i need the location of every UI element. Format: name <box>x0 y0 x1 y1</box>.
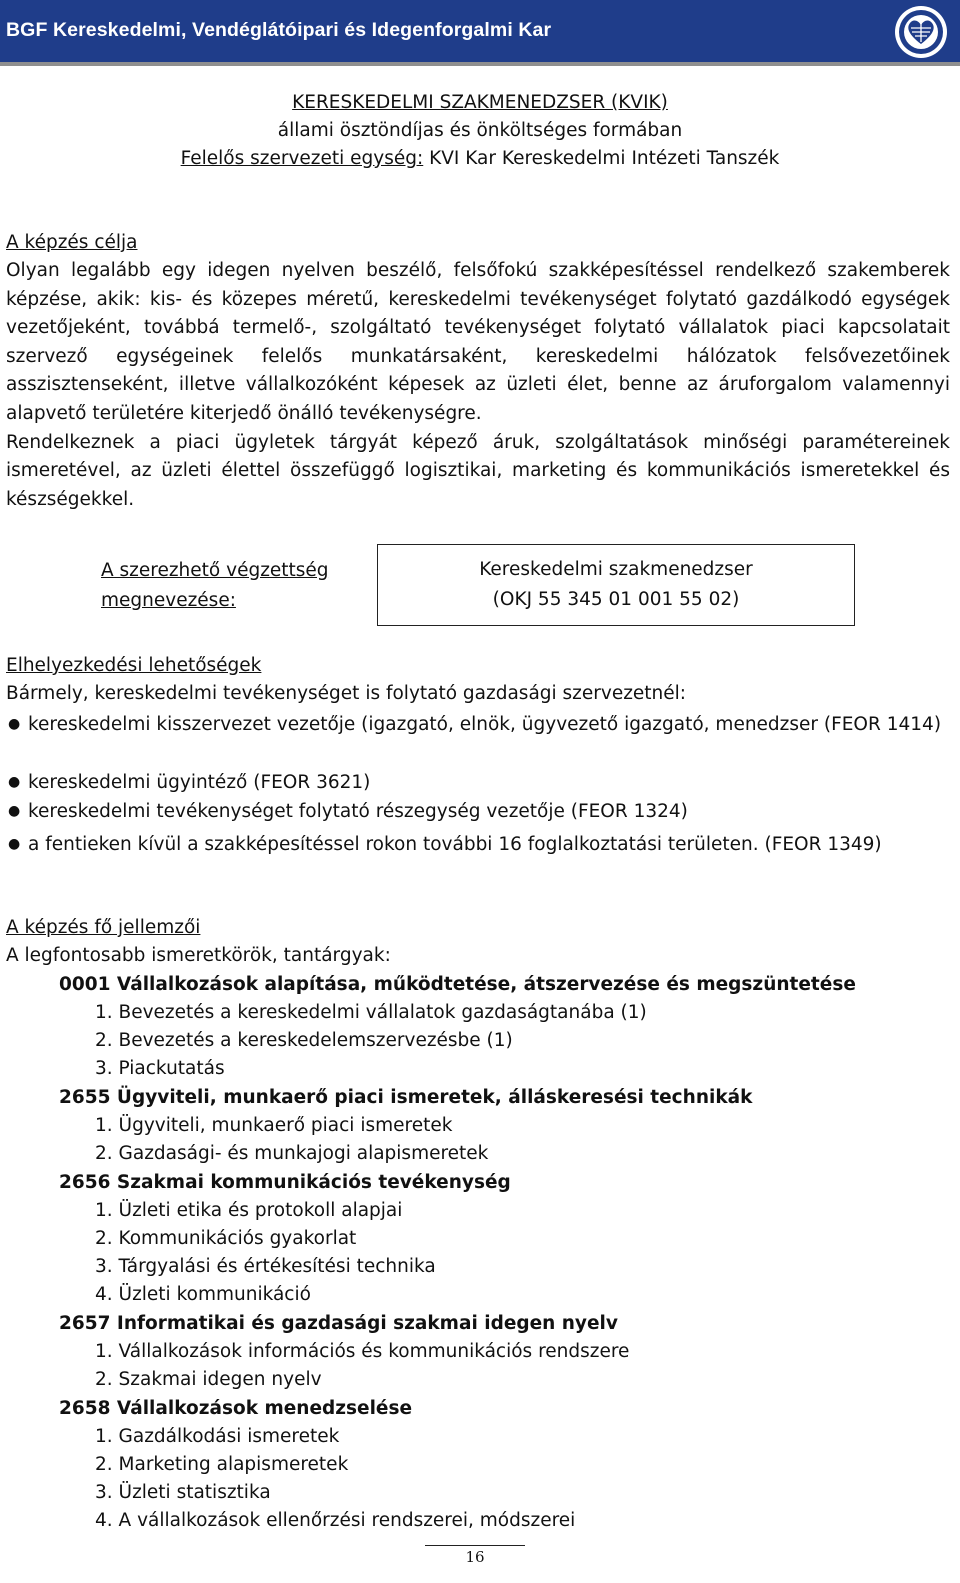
page-header <box>0 0 960 62</box>
qualification-label-line: megnevezése: <box>101 590 236 611</box>
module-title: 0001 Vállalkozások alapítása, működtetése, átszervezése és megszüntetése <box>59 974 856 995</box>
faculty-title: BGF Kereskedelmi, Vendéglátóipari és Idegenforgalmi Kar <box>6 19 552 41</box>
placement-item: kereskedelmi kisszervezet vezetője (igazgató, elnök, ügyvezető igazgató, menedzser (FEOR 1414) <box>28 714 942 735</box>
module-title: 2657 Informatikai és gazdasági szakmai idegen nyelv <box>59 1313 618 1334</box>
features-heading: A képzés fő jellemzői <box>6 917 201 938</box>
placement-item: kereskedelmi ügyintéző (FEOR 3621) <box>28 772 371 793</box>
module-title: 2656 Szakmai kommunikációs tevékenység <box>59 1172 511 1193</box>
placement-item: a fentieken kívül a szakképesítéssel rokon további 16 foglalkoztatási területen. (FEOR 1349) <box>28 834 882 855</box>
header-divider <box>0 62 960 66</box>
responsible-unit-value: KVI Kar Kereskedelmi Intézeti Tanszék <box>423 148 780 169</box>
qualification-code: (OKJ 55 345 01 001 55 02) <box>492 589 740 610</box>
module-title: 2658 Vállalkozások menedzselése <box>59 1398 413 1419</box>
placement-item: kereskedelmi tevékenységet folytató részegység vezetője (FEOR 1324) <box>28 801 688 822</box>
university-logo-icon <box>893 4 949 60</box>
placement-heading: Elhelyezkedési lehetőségek <box>6 655 262 676</box>
bullet-icon: ● <box>8 836 21 852</box>
subject-item: 1. Üzleti etika és protokoll alapjai <box>95 1200 403 1221</box>
subject-item: 3. Tárgyalási és értékesítési technika <box>95 1256 436 1277</box>
bullet-icon: ● <box>8 803 21 819</box>
subject-item: 2. Gazdasági- és munkajogi alapismeretek <box>95 1143 489 1164</box>
placement-intro: Bármely, kereskedelmi tevékenységet is folytató gazdasági szervezetnél: <box>6 683 687 704</box>
subject-item: 1. Bevezetés a kereskedelmi vállalatok gazdaságtanába (1) <box>95 1002 647 1023</box>
qualification-name: Kereskedelmi szakmenedzser <box>479 559 753 580</box>
subject-item: 2. Bevezetés a kereskedelemszervezésbe (1) <box>95 1030 513 1051</box>
subject-item: 3. Piackutatás <box>95 1058 225 1079</box>
program-title: KERESKEDELMI SZAKMENEDZSER (KVIK) <box>292 92 668 113</box>
module-title: 2655 Ügyviteli, munkaerő piaci ismeretek, álláskeresési technikák <box>59 1087 753 1108</box>
aim-heading: A képzés célja <box>6 232 138 253</box>
subject-item: 4. Üzleti kommunikáció <box>95 1284 311 1305</box>
subject-item: 1. Vállalkozások információs és kommunikációs rendszere <box>95 1341 630 1362</box>
aim-paragraph: Rendelkeznek a piaci ügyletek tárgyát képező áruk, szolgáltatások minőségi paramétereinek ismeretével, az üzleti élettel összefüggő logisztikai, marketing és kommunikációs ismeretekkel és készségekkel. <box>6 431 950 510</box>
program-subtitle: állami ösztöndíjas és önköltséges formában <box>277 120 683 141</box>
subject-item: 3. Üzleti statisztika <box>95 1482 271 1503</box>
qualification-label-line: A szerezhető végzettség <box>101 560 329 581</box>
subject-item: 1. Gazdálkodási ismeretek <box>95 1426 340 1447</box>
subject-item: 2. Marketing alapismeretek <box>95 1454 349 1475</box>
responsible-unit <box>0 145 960 173</box>
footer-divider <box>425 1545 525 1546</box>
responsible-unit-label: Felelős szervezeti egység: <box>180 148 424 169</box>
bullet-icon: ● <box>8 774 21 790</box>
subject-item: 4. A vállalkozások ellenőrzési rendszerei, módszerei <box>95 1510 576 1531</box>
bullet-icon: ● <box>8 716 21 732</box>
page-number: 16 <box>465 1548 485 1566</box>
aim-paragraph: Olyan legalább egy idegen nyelven beszélő, felsőfokú szakképesítéssel rendelkező szakemberek képzése, akik: kis- és közepes méretű, kereskedelmi tevékenységet folytató gazdálkodó egységek vezetőjeként, továbbá termelő-, szolgáltató tevékenységet folytató vállalatok piaci kapcsolatait szervező egységeinek felelős munkatársaként, kereskedelmi hálózatok felsővezetőinek asszisztenseként, illetve vállalkozóként képesek az üzleti élet, benne az áruforgalom valamennyi alapvető területére kiterjedő önálló tevékenységre. <box>6 260 950 424</box>
qualification-box <box>377 544 855 626</box>
subject-item: 2. Szakmai idegen nyelv <box>95 1369 322 1390</box>
subject-item: 2. Kommunikációs gyakorlat <box>95 1228 357 1249</box>
aim-text <box>6 257 950 514</box>
features-intro: A legfontosabb ismeretkörök, tantárgyak: <box>6 945 391 966</box>
subject-item: 1. Ügyviteli, munkaerő piaci ismeretek <box>95 1115 453 1136</box>
qualification-label <box>101 556 329 616</box>
